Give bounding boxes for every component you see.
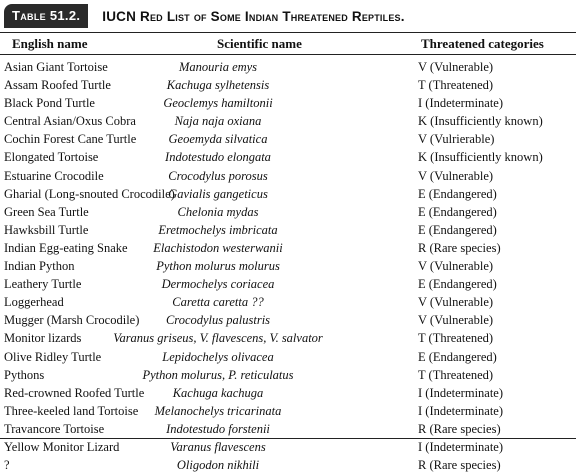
english-name-cell: ? [4,458,10,473]
table-row [0,329,576,347]
english-name-cell: Red-crowned Roofed Turtle [4,385,145,400]
threat-category-cell: T (Threatened) [418,331,494,346]
scientific-name-cell: Manouria emys [178,60,258,74]
english-name-cell: Green Sea Turtle [4,204,89,219]
english-name-cell: Estuarine Crocodile [4,168,104,183]
table-row [0,94,576,112]
threat-category-cell: R (Rare species) [418,421,501,436]
english-name-cell: Black Pond Turtle [4,96,95,111]
scientific-name-cell: Kachuga kachuga [172,385,264,400]
threat-category-cell: K (Insufficiently known) [418,114,543,129]
scientific-name-cell: Caretta caretta ?? [172,295,264,310]
table-row [0,112,576,130]
english-name-cell: Monitor lizards [4,331,82,346]
column-header-threat: Threatened categories [421,36,544,51]
table-row [0,167,576,185]
scientific-name-cell: Crocodylus porosus [168,168,268,183]
english-name-cell: Travancore Tortoise [4,421,105,436]
scientific-name-cell: Dermochelys coriacea [161,277,275,292]
english-name-cell: Hawksbill Turtle [4,222,89,237]
threat-category-cell: T (Threatened) [418,367,494,382]
english-name-cell: Gharial (Long-snouted Crocodile) [4,186,175,201]
english-name-cell: Leathery Turtle [4,277,82,292]
table-row [0,366,576,384]
english-name-cell: Olive Ridley Turtle [4,349,102,364]
scientific-name-cell: Varanus griseus, V. flavescens, V. salvator [113,331,323,346]
threat-category-cell: E (Endangered) [418,186,497,201]
threat-category-cell: E (Endangered) [418,349,497,364]
table-row [0,348,576,366]
threat-category-cell: I (Indeterminate) [418,385,504,400]
table-row [0,456,576,474]
table-row [0,76,576,94]
table-row [0,130,576,148]
table-row [0,58,576,76]
english-name-cell: Elongated Tortoise [4,150,99,165]
scientific-name-cell: Naja naja oxiana [174,114,262,129]
table-caption [4,4,405,28]
header-rule [0,54,576,55]
table-row [0,275,576,293]
threat-category-cell: V (Vulnerable) [418,313,494,328]
table-row [0,293,576,311]
scientific-name-cell: Melanochelys tricarinata [154,403,282,418]
threat-category-cell: E (Endangered) [418,204,497,219]
table-row [0,148,576,166]
top-rule [0,32,576,33]
threat-category-cell: V (Vulnerable) [418,168,494,183]
english-name-cell: Mugger (Marsh Crocodile) [4,313,140,328]
table-row [0,257,576,275]
table-row [0,311,576,329]
english-name-cell: Asian Giant Tortoise [4,60,108,74]
scientific-name-cell: Oligodon nikhili [176,458,260,473]
table-row [0,221,576,239]
scientific-name-cell: Varanus flavescens [170,439,266,454]
scientific-name-cell: Crocodylus palustris [165,313,271,328]
threat-category-cell: I (Indeterminate) [418,403,504,418]
english-name-cell: Central Asian/Oxus Cobra [4,114,136,129]
scientific-name-cell: Gavialis gangeticus [168,186,268,201]
table-row [0,384,576,402]
table-title: IUCN Red List of Some Indian Threatened Reptiles. [102,8,405,24]
english-name-cell: Loggerhead [4,295,64,310]
english-name-cell: Indian Egg-eating Snake [4,240,128,255]
english-name-cell: Cochin Forest Cane Turtle [4,132,137,147]
threat-category-cell: R (Rare species) [418,458,501,473]
english-name-cell: Three-keeled land Tortoise [4,403,139,418]
english-name-cell: Pythons [4,367,45,382]
english-name-cell: Assam Roofed Turtle [4,78,111,93]
threat-category-cell: V (Vulnerable) [418,60,494,74]
threat-category-cell: I (Indeterminate) [418,439,504,454]
threat-category-cell: V (Vulnerable) [418,259,494,274]
threat-category-cell: I (Indeterminate) [418,96,504,111]
scientific-name-cell: Geoemyda silvatica [168,132,268,147]
scientific-name-cell: Lepidochelys olivacea [162,349,274,364]
bottom-rule [0,438,576,439]
table-row [0,420,576,438]
scientific-name-cell: Elachistodon westerwanii [153,240,283,255]
table-row [0,438,576,456]
scientific-name-cell: Python molurus, P. reticulatus [142,367,294,382]
table-row [0,402,576,420]
table-number-label: Table 51.2. [4,4,88,28]
english-name-cell: Yellow Monitor Lizard [4,439,120,454]
threat-category-cell: E (Endangered) [418,277,497,292]
threat-category-cell: R (Rare species) [418,240,501,255]
column-header-scientific: Scientific name [217,36,302,51]
threat-category-cell: T (Threatened) [418,78,494,93]
threat-category-cell: E (Endangered) [418,222,497,237]
column-header-english: English name [12,36,88,51]
table-row [0,239,576,257]
scientific-name-cell: Eretmochelys imbricata [158,222,278,237]
scientific-name-cell: Python molurus molurus [156,259,280,274]
table-row [0,203,576,221]
scientific-name-cell: Indotestudo forstenii [166,421,270,436]
scientific-name-cell: Chelonia mydas [177,204,259,219]
threat-category-cell: V (Vulnerable) [418,295,494,310]
english-name-cell: Indian Python [4,259,75,274]
table-body [0,58,576,474]
scientific-name-cell: Geoclemys hamiltonii [163,96,273,111]
threat-category-cell: K (Insufficiently known) [418,150,543,165]
scientific-name-cell: Kachuga sylhetensis [166,78,270,93]
scientific-name-cell: Indotestudo elongata [165,150,271,165]
threat-category-cell: V (Vulrierable) [418,132,495,147]
table-row [0,185,576,203]
table-header [0,36,576,52]
